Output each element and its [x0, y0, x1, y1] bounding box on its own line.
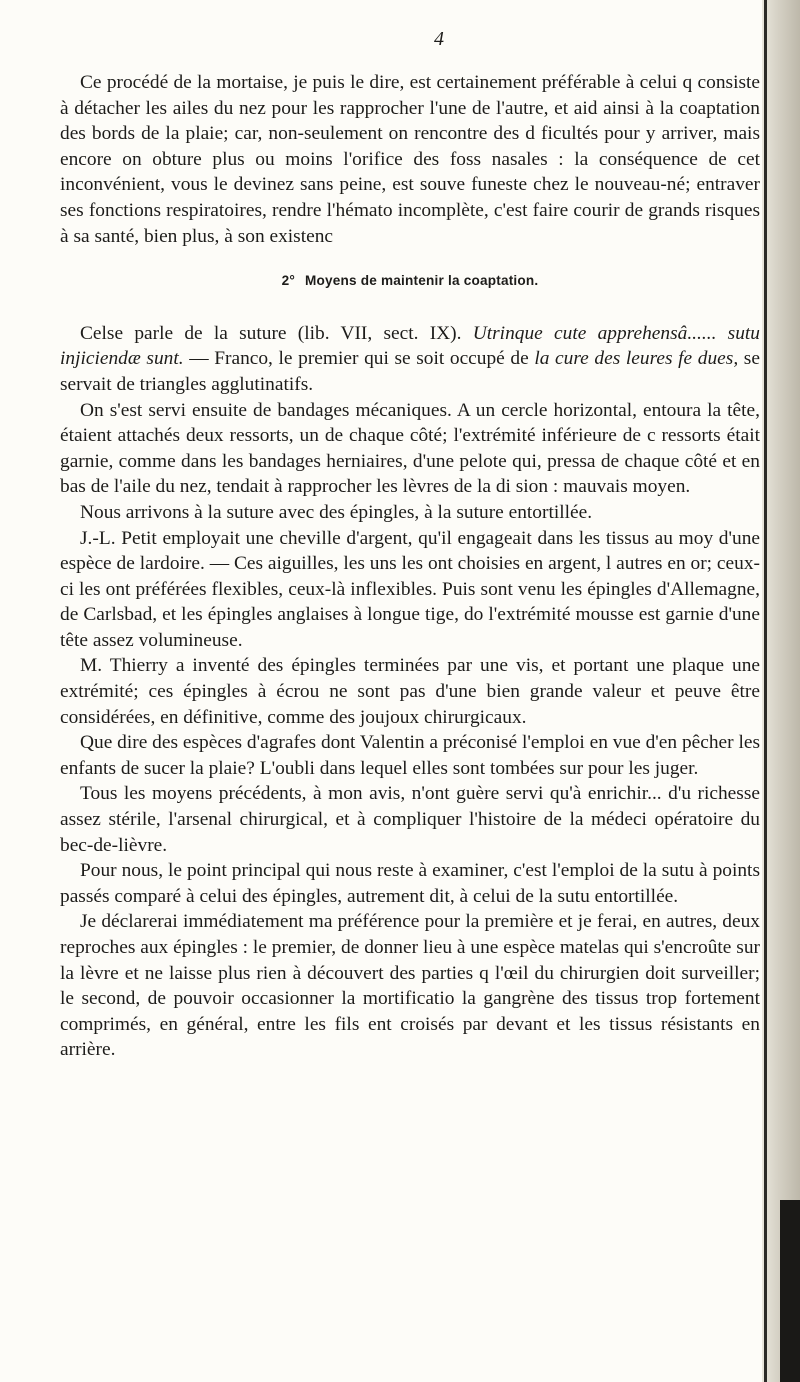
paragraph-agrafes: Que dire des espèces d'agrafes dont Valentin a préconisé l'emploi en vue d'en pêcher les enfants de sucer la plaie? L'oubli dans lequel elles sont tombées sur pour les juger. [60, 732, 760, 779]
celse-latin-quote-2: injiciendæ sunt. [60, 348, 184, 370]
paragraph-mortaise: Ce procédé de la mortaise, je puis le dire, est certainement préférable à celui q consiste à détacher les ailes du nez pour les rapprocher l'une de l'autre, et aid ainsi à la coaptation des bords de la plaie; car, non-seulement on rencontre des d ficultés pour y arriver, mais encore on obture plus ou moins l'orifice des foss nasales : la conséquence de cet inconvénient, vous le devinez sans peine, est souve funeste chez le nouveau-né; entraver ses fonctions respiratoires, rendre l'hémato incomplète, c'est faire courir de grands risques à sa santé, bien plus, à son existenc [60, 72, 760, 247]
paragraph-preference: Je déclarerai immédiatement ma préférence pour la première et je ferai, en autres, deux reproches aux épingles : le premier, de donner lieu à une espèce matelas qui s'encroûte sur la lèvre et ne laisse plus rien à découvert des parties q l'œil du chirurgien doit surveiller; le second, de pouvoir occasionner la mortificatio la gangrène des tissus trop fortement comprimés, en général, entre les fils ent croisés par devant et les tissus résistants en arrière. [60, 911, 760, 1061]
section-heading-text: Moyens de maintenir la coaptation. [304, 273, 539, 289]
celse-franco-title: la cure des leures fe dues, [534, 348, 739, 370]
celse-mid: — Franco, le premier qui se soit occupé de [183, 348, 535, 370]
celse-prefix: Celse parle de la suture (lib. VII, sect. IX). [80, 322, 473, 344]
section-heading-number: 2° [281, 273, 295, 289]
paragraph-moyens-precedents: Tous les moyens précédents, à mon avis, n'ont guère servi qu'à enrichir... d'u richesse assez stérile, l'arsenal chirurgical, et à compliquer l'histoire de la médeci opératoire du bec-de-lièvre. [60, 783, 760, 856]
page-edge-shadow [780, 1200, 800, 1382]
celse-suffix: se servait de triangles agglutinatifs. [60, 348, 760, 395]
celse-latin-quote: Utrinque cute apprehensâ...... sutu [472, 322, 760, 344]
paragraph-point-principal: Pour nous, le point principal qui nous reste à examiner, c'est l'emploi de la sutu à points passés comparé à celui des épingles, autrement dit, à celui de la sutu entortillée. [60, 860, 760, 907]
page-number: 4 [434, 28, 444, 50]
page-binding-line [764, 0, 767, 1382]
paragraph-petit: J.-L. Petit employait une cheville d'argent, qu'il engageait dans les tissus au moy d'une espèce de lardoire. — Ces aiguilles, les uns les ont choisies en argent, l autres en or; ceux-ci les ont préférées flexibles, ceux-là inflexibles. Puis sont venu les épingles d'Allemagne, de Carlsbad, et les épingles anglaises à longue tige, do l'extrémité mousse est garnie d'une tête assez volumineuse. [60, 527, 760, 651]
adjacent-page-edge [762, 0, 800, 1382]
paragraph-suture-epingles: Nous arrivons à la suture avec des épingles, à la suture entortillée. [80, 501, 593, 523]
page-body [60, 70, 760, 1063]
section-heading [60, 268, 760, 294]
paragraph-bandages: On s'est servi ensuite de bandages mécaniques. A un cercle horizontal, entoura la tête, étaient attachés deux ressorts, un de chaque côté; l'extrémité inférieure de c ressorts était garnie, comme dans les bandages herniaires, d'une pelote qui, pressa de chaque côté et en bas de l'aile du nez, tendait à rapprocher les lèvres de la di sion : mauvais moyen. [60, 399, 760, 498]
paragraph-celse [60, 321, 760, 398]
paragraph-thierry: M. Thierry a inventé des épingles terminées par une vis, et portant une plaque une extrémité; ces épingles à écrou ne sont pas d'une bien grande valeur et peuve être considérées, en définitive, comme des joujoux chirurgicaux. [60, 655, 760, 728]
